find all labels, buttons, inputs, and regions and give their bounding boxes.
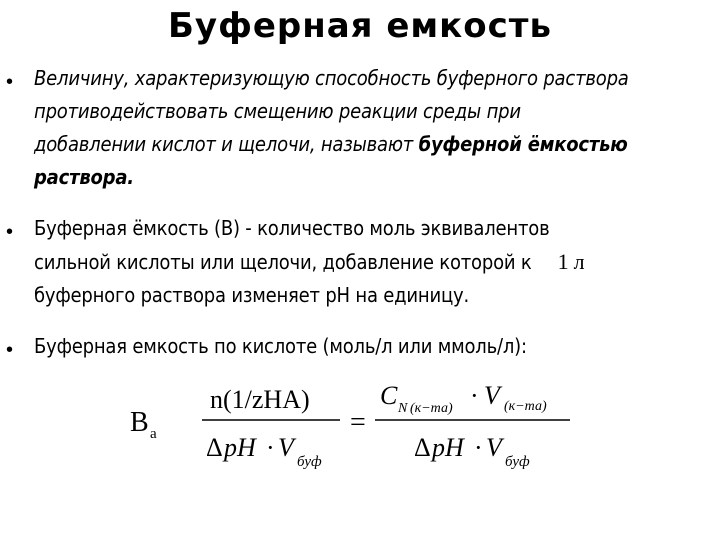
formula-den2-ph: pH — [432, 433, 464, 462]
formula-den1-v: V — [278, 433, 294, 462]
bullet-3-text — [34, 330, 718, 363]
bullet-2-line-2-text: сильной кислоты или щелочи, добавление которой к — [34, 250, 532, 274]
bullet-2-unit: 1 л — [557, 249, 585, 274]
formula-lhs: B — [130, 407, 149, 438]
bullet-1-line-2: противодействовать смещению реакции среды при — [34, 99, 521, 123]
formula-equals: = — [350, 407, 366, 438]
slide-title: Буферная емкость — [168, 6, 552, 46]
formula-den1-sub: буф — [297, 454, 322, 470]
formula-den1-dot: · — [266, 433, 275, 462]
bullet-1-emphasis-tail: раствора — [34, 165, 128, 189]
bullet-2-line-2 — [34, 245, 718, 279]
bullet-1-emphasis: буферной ёмкостью — [418, 132, 628, 156]
formula-num2-c-sub2: (к−та) — [410, 401, 453, 416]
formula-den1-ph: pH — [224, 433, 256, 462]
formula-numerator-1: n(1/zHA) — [210, 385, 310, 414]
formula-den2-v: V — [486, 433, 502, 462]
bullet-marker: • — [6, 339, 14, 361]
formula-num2-c: C — [380, 381, 398, 410]
formula-den1-delta: Δ — [206, 433, 223, 462]
bullet-1-line-3-text: добавлении кислот и щелочи, называют — [34, 132, 419, 156]
formula-num2-dot: · — [470, 381, 479, 410]
bullet-1-line-1: Величину, характеризующую способность буферного раствора — [34, 66, 629, 90]
bullet-3-line-1: Буферная емкость по кислоте (моль/л или ммоль/л): — [34, 334, 527, 358]
bullet-1-line-4 — [34, 161, 718, 194]
bullet-marker: • — [6, 71, 14, 93]
formula-num2-c-sub: N — [398, 401, 408, 416]
formula-num2-v: V — [484, 381, 500, 410]
formula-den2-dot: · — [474, 433, 483, 462]
formula-num2-v-sub: (к−та) — [504, 399, 547, 414]
bullet-2-line-1: Буферная ёмкость (В) - количество моль эквивалентов — [34, 216, 550, 240]
bullet-2-text — [34, 212, 718, 312]
formula-den2-delta: Δ — [414, 433, 431, 462]
formula-lhs-sub: a — [150, 426, 157, 442]
bullet-1-text — [34, 62, 718, 194]
buffer-capacity-formula — [130, 378, 600, 478]
bullet-1-line-3 — [34, 128, 718, 161]
bullet-2-line-3: буферного раствора изменяет рН на единицу. — [34, 283, 469, 307]
bullet-marker: • — [6, 221, 14, 243]
bullet-1-end: . — [127, 165, 134, 189]
formula-den2-sub: буф — [505, 454, 530, 470]
